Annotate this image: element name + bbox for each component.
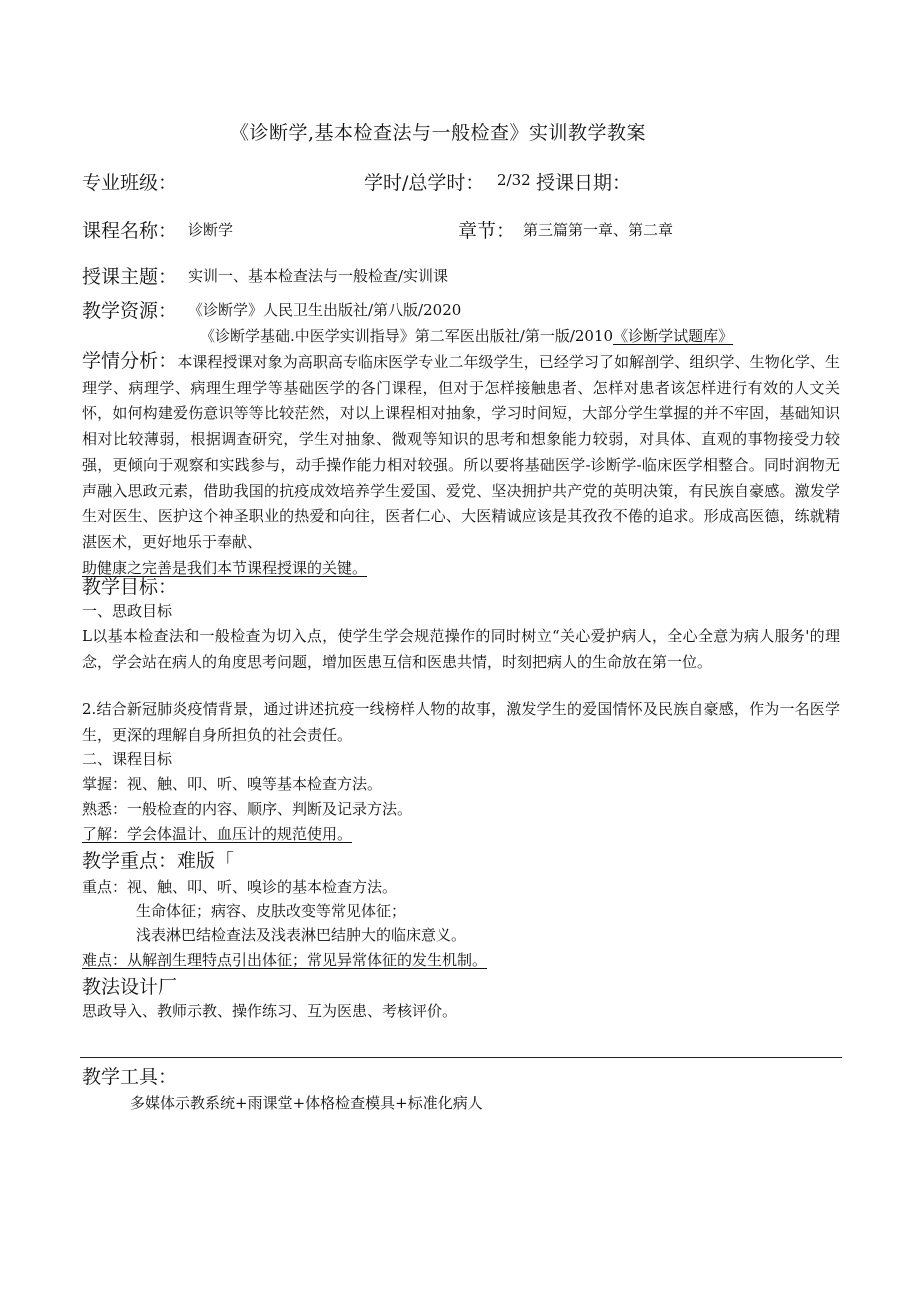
date-label: 授课日期：	[536, 172, 632, 194]
objective-understand: 了解：学会体温计、血压计的规范使用。	[82, 825, 353, 843]
question-bank-link: 《诊断学试题库》	[613, 327, 734, 345]
chapter-label: 章节：	[458, 220, 516, 242]
learner-analysis-tail: 助健康之完善是我们本节课程授课的关键。	[82, 558, 368, 577]
key-points-label: 教学重点：难版「	[82, 850, 235, 872]
chapter-value: 第三篇第一章、第二章	[523, 221, 674, 239]
hours-value: 2/32	[497, 171, 531, 189]
key-point-1: 重点：视、触、叩、听、嗅诊的基本检查方法。	[82, 878, 398, 896]
ideology-objectives-heading: 一、思政目标	[82, 602, 173, 620]
method-design-label: 教法设计厂	[82, 976, 178, 998]
resources-line-2-text: 《诊断学基础.中医学实训指导》第二军医出版社/第一版/2010	[200, 327, 614, 345]
topic-value: 实训一、基本检查法与一般检查/实训课	[188, 267, 449, 285]
teaching-tools-text: 多媒体示教系统+雨课堂+体格检查模具+标准化病人	[130, 1094, 483, 1112]
resources-label: 教学资源：	[82, 300, 178, 322]
course-objectives-heading: 二、课程目标	[82, 750, 173, 768]
topic-label: 授课主题：	[82, 266, 178, 288]
hours-label: 学时/总学时：	[364, 172, 485, 194]
objective-1: L以基本检查法和一般检查为切入点，使学生学会规范操作的同时树立“关心爱护病人，全心全意为病人服务'的理念，学会站在病人的角度思考问题，增加医患互信和医患共情，时刻把病人的生命放在第一位。	[82, 627, 840, 671]
objective-familiar: 熟悉：一般检查的内容、顺序、判断及记录方法。	[82, 800, 413, 818]
learner-analysis-label: 学情分析：	[82, 350, 178, 372]
key-point-3: 浅表淋巴结检查法及浅表淋巴结肿大的临床意义。	[136, 926, 467, 944]
objectives-label: 教学目标：	[82, 576, 178, 598]
document-title: 《诊断学,基本检查法与一般检查》实训教学教案	[230, 122, 647, 144]
resources-line-2	[200, 325, 733, 346]
course-name-label: 课程名称：	[82, 220, 178, 242]
key-point-2: 生命体征；病容、皮肤改变等常见体征；	[136, 902, 407, 920]
difficult-point: 难点：从解剖生理特点引出体征；常见异常体征的发生机制。	[82, 951, 488, 969]
major-class-label: 专业班级：	[82, 172, 178, 194]
resources-line-1: 《诊断学》人民卫生出版社/第八版/2020	[188, 301, 462, 319]
teaching-tools-label: 教学工具：	[82, 1066, 178, 1088]
course-name-value: 诊断学	[188, 221, 234, 239]
learner-analysis-text: 本课程授课对象为高职高专临床医学专业二年级学生，已经学习了如解剖学、组织学、生物化学、生理学、病理学、病理生理学等基础医学的各门课程，但对于怎样接触患者、怎样对患者该怎样进行有效的人文关怀，如何构建爱伤意识等等比较茫然，对以上课程相对抽象，学习时间短，大部分学生掌握的并不牢固，基础知识相对比较薄弱，根据调查研究，学生对抽象、微观等知识的思考和想象能力较弱，对具体、直观的事物接受力较强，更倾向于观察和实践参与，动手操作能力相对较强。所以要将基础医学-诊断学-临床医学相整合。同时润物无声融入思政元素，借助我国的抗疫成效培养学生爱国、爱党、坚决拥护共产党的英明决策，有民族自豪感。激发学生对医生、医护这个神圣职业的热爱和向往，医者仁心、大医精诚应该是其孜孜不倦的追求。形成高医德，练就精湛医术，更好地乐于奉献、	[82, 353, 840, 551]
learner-analysis	[82, 349, 840, 581]
method-design-text: 思政导入、教师示教、操作练习、互为医患、考核评价。	[82, 1002, 458, 1020]
section-divider	[80, 1057, 842, 1058]
objective-2: 2.结合新冠肺炎疫情背景，通过讲述抗疫一线榜样人物的故事，激发学生的爱国情怀及民族自豪感，作为一名医学生，更深的理解自身所担负的社会责任。	[82, 700, 840, 744]
objective-master: 掌握：视、触、叩、听、嗅等基本检查方法。	[82, 775, 383, 793]
